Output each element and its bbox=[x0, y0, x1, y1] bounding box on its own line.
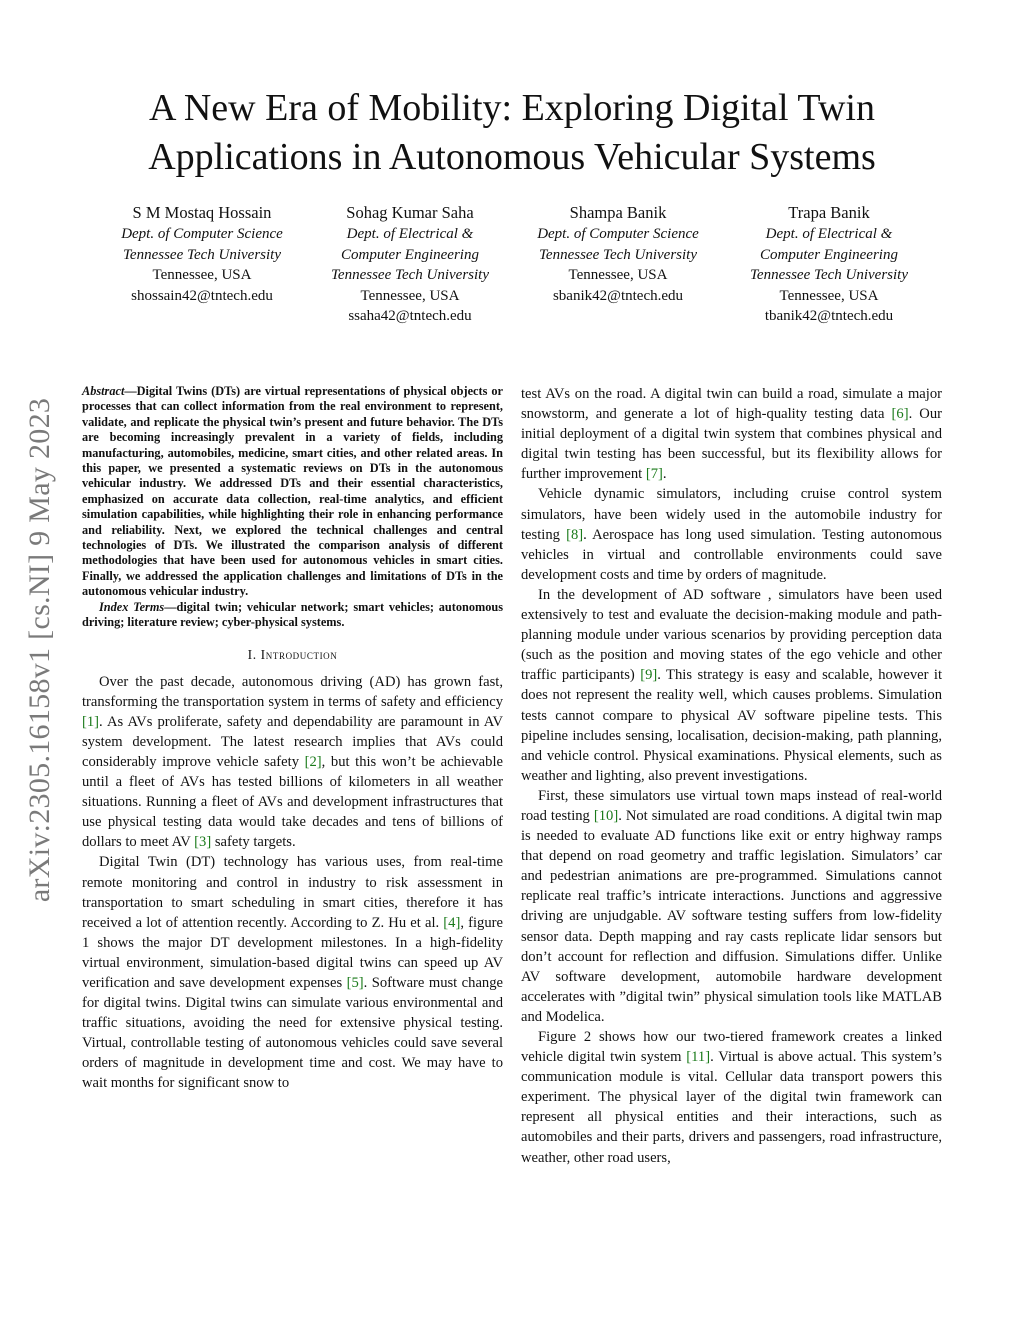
citation-link[interactable]: [4] bbox=[443, 914, 461, 931]
text-run: . Our initial deployment of a digital twin system that combines physical and digital twin testing has been successful, but its flexibility allows for further improvement bbox=[521, 406, 942, 483]
citation-link[interactable]: [9] bbox=[640, 667, 658, 684]
author-location: Tennessee, USA bbox=[568, 267, 668, 284]
author-location: Tennessee, USA bbox=[779, 287, 879, 304]
author-2 bbox=[305, 202, 515, 327]
text-run: . Software must change for digital twins. Digital twins can simulate various environmental and traffic situations, avoiding the need for extensive physical testing. Virtual, controllable testing of autonomous vehicles could save several orders of magnitude in development time and cost. We may have to wait months for significant snow to bbox=[82, 975, 503, 1092]
author-4 bbox=[724, 202, 934, 327]
author-block bbox=[0, 202, 1024, 332]
author-location: Tennessee, USA bbox=[360, 287, 460, 304]
paragraph-4 bbox=[521, 484, 942, 584]
author-affiliation: Tennessee Tech University bbox=[538, 246, 698, 263]
text-run: . Virtual is above actual. This system’s communication module is vital. Cellular data transport powers this experiment. The physical layer of the digital twin framework can represent all physical entities and their interactions, such as automobiles and their parts, drivers and passengers, road infrastructure, weather, other road users, bbox=[521, 1049, 942, 1166]
abstract: Abstract—Digital Twins (DTs) are virtual representations of physical objects or processes that can collect information from the real environment to represent, validate, and replicate the physical twin’s present and future behavior. The DTs are becoming increasingly prevalent in a variety of fields, including manufacturing, automobiles, medicine, smart cities, and other related areas. In this paper, we presented a systematic reviews on DTs in the autonomous vehicular industry. We addressed DTs and their essential characteristics, emphasized on accurate data collection, real-time analytics, and efficient simulation capabilities, while highlighting their role in enhancing performance and reliability. Next, we explored the technical challenges and central technologies of DTs. We illustrated the comparison analysis of different methodologies that have been used for autonomous vehicles in smart cities. Finally, we addressed the application challenges and limitations of DTs in the autonomous vehicular industry. bbox=[82, 384, 503, 599]
author-affiliation: Tennessee Tech University bbox=[330, 267, 490, 284]
author-3 bbox=[513, 202, 723, 306]
arxiv-identifier-text: arXiv:2305.16158v1 [cs.NI] 9 May 2023 bbox=[23, 397, 56, 903]
section-heading-introduction: I. Introduction bbox=[247, 646, 338, 662]
paragraph-5 bbox=[521, 585, 942, 786]
abstract-text: Digital Twins (DTs) are virtual representations of physical objects or processes that can collect information from the real environment to represent, validate, and replicate the physical twin’s present and future behavior. The DTs are becoming increasingly prevalent in a variety of fields, including manufacturing, automobiles, medicine, smart cities, and other related areas. In this paper, we presented a systematic reviews on DTs in the autonomous vehicular industry. We addressed DTs and their essential characteristics, emphasized on accurate data collection, real-time analytics, and efficient simulation capabilities, while highlighting their role in enhancing performance and reliability. Next, we explored the technical challenges and central technologies of DTs. We illustrated the comparison analysis of different methodologies that have been used for autonomous vehicles in smart cities. Finally, we addressed the application challenges and limitations of DTs in the autonomous vehicular industry. bbox=[82, 384, 503, 599]
paper-title bbox=[0, 84, 1024, 182]
author-1 bbox=[97, 202, 307, 306]
author-email: ssaha42@tntech.edu bbox=[348, 308, 472, 325]
citation-link[interactable]: [3] bbox=[194, 834, 212, 851]
index-terms-label: Index Terms bbox=[99, 599, 165, 614]
text-run: Digital Twin (DT) technology has various uses, from real-time remote monitoring and control in industry to risk assessment in transportation to smart scheduling in smart cities, therefore it has received a lot of attention recently. According to Z. Hu et al. bbox=[82, 854, 503, 931]
citation-link[interactable]: [8] bbox=[566, 526, 584, 543]
citation-link[interactable]: [11] bbox=[686, 1049, 711, 1066]
index-terms: Index Terms—digital twin; vehicular network; smart vehicles; autonomous driving; literature review; cyber-physical systems. bbox=[82, 599, 504, 630]
author-name: Sohag Kumar Saha bbox=[346, 203, 474, 222]
citation-link[interactable]: [6] bbox=[891, 406, 909, 423]
text-run: Vehicle dynamic simulators, including cruise control system simulators, have been widely used in the automobile industry for testing bbox=[521, 486, 942, 543]
right-column bbox=[521, 384, 942, 1168]
citation-link[interactable]: [2] bbox=[304, 753, 322, 770]
author-dept-line2: Computer Engineering bbox=[341, 246, 479, 263]
citation-link[interactable]: [5] bbox=[346, 975, 364, 991]
text-run: . Not simulated are road conditions. A digital twin map is needed to evaluate AD functions like exit or entry highway ramps that depend on road geometry and traffic legislation. Simulators’ car and pedestrian animations are pre-programmed. Simulations cannot replicate real traffic’s intricate interactions. Junctions and aggressive driving are unjudgable. AV software testing suffers from low-fidelity sensor data. Depth mapping and ray casts replicate lidar sensors but don’t account for reflection and diffusion. Simulations differ. Unlike AV software development, automobile hardware development accelerates with ”digital twin” physical simulation tools like MATLAB and Modelica. bbox=[521, 807, 942, 1025]
author-name: Trapa Banik bbox=[788, 203, 870, 222]
author-dept: Dept. of Electrical & bbox=[346, 226, 474, 242]
citation-link[interactable]: [10] bbox=[593, 807, 619, 824]
citation-link[interactable]: [1] bbox=[82, 713, 100, 730]
text-run: test AVs on the road. A digital twin can build a road, simulate a major snowstorm, and generate a lot of high-quality testing data bbox=[521, 386, 942, 423]
author-dept: Dept. of Computer Science bbox=[537, 226, 699, 242]
text-run: . Aerospace has long used simulation. Testing autonomous vehicles in virtual and controllable environments could save development costs and time by orders of magnitude. bbox=[521, 526, 942, 583]
index-terms-text: digital twin; vehicular network; smart vehicles; autonomous driving; literature review; cyber-physical systems. bbox=[82, 599, 504, 630]
text-run: First, these simulators use virtual town maps instead of real-world road testing bbox=[521, 787, 942, 824]
author-name: S M Mostaq Hossain bbox=[132, 203, 272, 222]
author-email: sbanik42@tntech.edu bbox=[552, 287, 684, 304]
title-line-1: A New Era of Mobility: Exploring Digital Twin bbox=[149, 87, 875, 129]
text-run: safety targets. bbox=[211, 834, 296, 851]
left-column bbox=[82, 384, 503, 1094]
author-email: tbanik42@tntech.edu bbox=[764, 308, 894, 325]
paragraph-7 bbox=[521, 1027, 942, 1168]
paragraph-6 bbox=[521, 786, 942, 1027]
abstract-label: Abstract bbox=[82, 384, 125, 398]
author-dept: Dept. of Electrical & bbox=[765, 226, 893, 242]
paragraph-3 bbox=[521, 384, 942, 484]
title-line-2: Applications in Autonomous Vehicular Systems bbox=[148, 136, 876, 178]
author-location: Tennessee, USA bbox=[152, 267, 252, 284]
paragraph-2 bbox=[82, 852, 503, 1093]
author-affiliation: Tennessee Tech University bbox=[122, 246, 282, 263]
text-run: , figure 1 shows the major DT development milestones. In a high-fidelity virtual environment, simulation-based digital twins can speed up AV verification and save development expenses bbox=[82, 914, 503, 991]
paragraph-1 bbox=[82, 672, 503, 853]
author-email: shossain42@tntech.edu bbox=[131, 287, 273, 304]
text-run: , but this won’t be achievable until a fleet of AVs has tested billions of kilometers in all weather situations. Running a fleet of AVs and development infrastructures that use physical testing data would take decades and tens of billions of dollars to meet AV bbox=[82, 753, 503, 851]
text-run: Over the past decade, autonomous driving (AD) has grown fast, transforming the transportation system in terms of safety and efficiency bbox=[82, 673, 503, 710]
author-affiliation: Tennessee Tech University bbox=[749, 267, 909, 284]
text-run: . This strategy is easy and scalable, however it does not represent the reality well, which causes problems. Simulation tests cannot compare to physical AV software pipeline tests. This pipeline includes sensing, localisation, decision-making, path planning, and vehicle control. Physical examinations. Physical elements, such as weather and lighting, also prevent investigations. bbox=[521, 667, 942, 784]
author-name: Shampa Banik bbox=[569, 203, 667, 222]
author-dept-line2: Computer Engineering bbox=[760, 246, 898, 263]
text-run: Figure 2 shows how our two-tiered framework creates a linked vehicle digital twin system bbox=[521, 1029, 942, 1066]
text-run: . As AVs proliferate, safety and dependability are paramount in AV system development. The latest research implies that AVs could considerably improve vehicle safety bbox=[82, 713, 503, 770]
text-run: In the development of AD software , simulators have been used extensively to test and evaluate the decision-making module and path-planning module under various scenarios by providing perception data (such as the position and moving states of the ego vehicle and other traffic participants) bbox=[521, 586, 942, 684]
author-dept: Dept. of Computer Science bbox=[121, 226, 283, 242]
citation-link[interactable]: [7] bbox=[645, 466, 663, 483]
text-run: . bbox=[662, 466, 667, 483]
